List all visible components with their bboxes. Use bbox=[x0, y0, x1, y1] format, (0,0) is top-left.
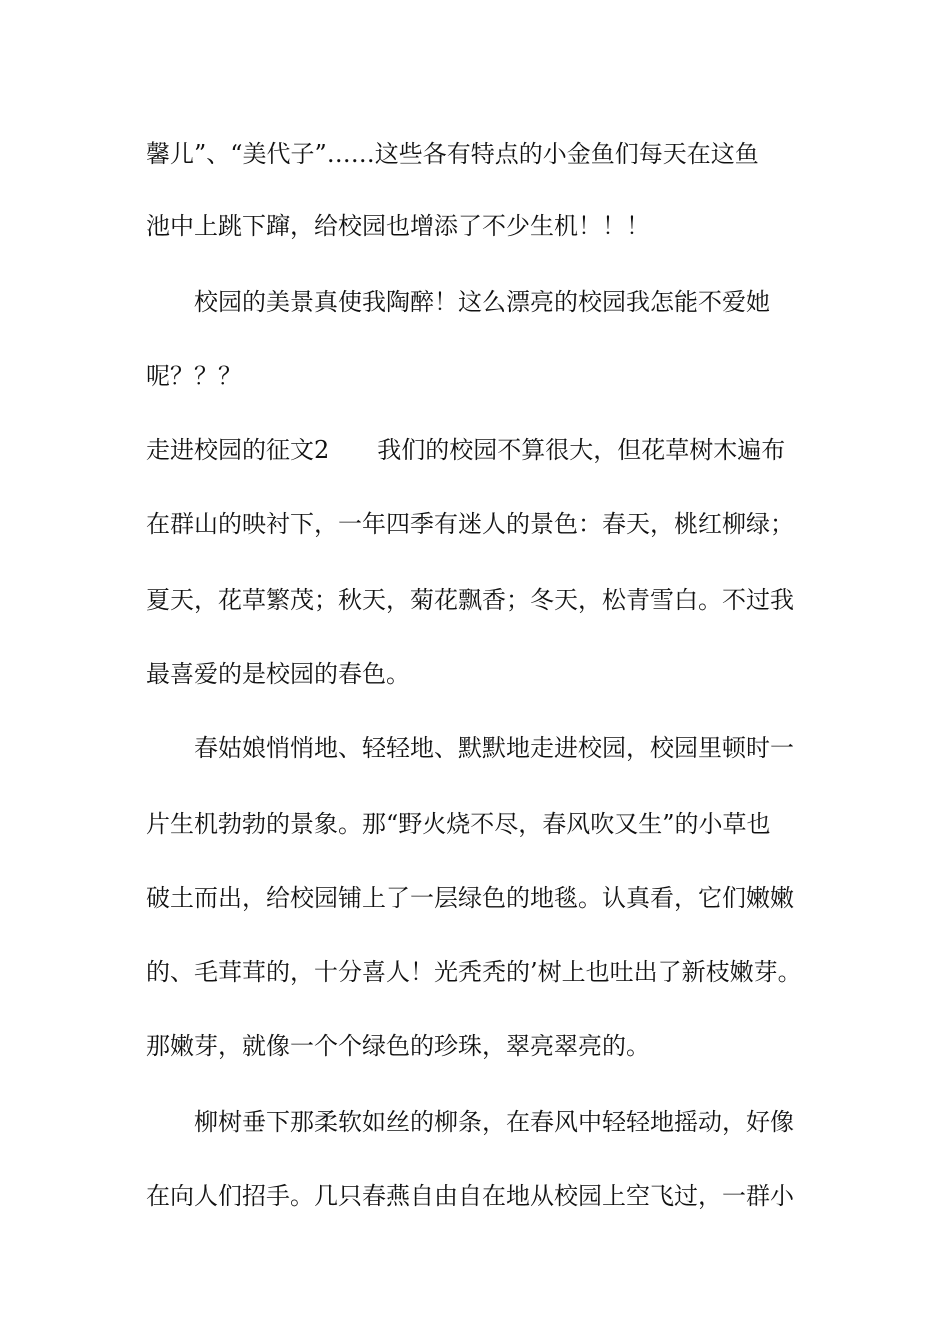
text-line-8: 最喜爱的是校园的春色。 bbox=[146, 660, 410, 688]
text-line-1: 馨儿”、“美代子”……这些各有特点的小金鱼们每天在这鱼 bbox=[146, 140, 759, 168]
text-line-7: 夏天，花草繁茂；秋天，菊花飘香；冬天，松青雪白。不过我 bbox=[146, 586, 794, 614]
text-line-11: 破土而出，给校园铺上了一层绿色的地毯。认真看，它们嫩嫩 bbox=[146, 884, 794, 912]
text-line-10: 片生机勃勃的景象。那“野火烧不尽，春风吹又生”的小草也 bbox=[146, 810, 771, 838]
text-line-3: 校园的美景真使我陶醉！这么漂亮的校园我怎能不爱她 bbox=[194, 288, 770, 316]
text-line-14: 柳树垂下那柔软如丝的柳条，在春风中轻轻地摇动，好像 bbox=[194, 1108, 794, 1136]
text-line-9: 春姑娘悄悄地、轻轻地、默默地走进校园，校园里顿时一 bbox=[194, 734, 794, 762]
text-line-15: 在向人们招手。几只春燕自由自在地从校园上空飞过，一群小 bbox=[146, 1182, 794, 1210]
text-line-2: 池中上跳下蹿，给校园也增添了不少生机！！！ bbox=[146, 212, 650, 240]
text-line-12: 的、毛茸茸的，十分喜人！光秃秃的’树上也吐出了新枝嫩芽。 bbox=[146, 958, 802, 986]
text-line-4: 呢？？？ bbox=[146, 362, 242, 390]
text-line-5: 走进校园的征文2 我们的校园不算很大，但花草树木遍布 bbox=[146, 436, 786, 464]
text-line-6: 在群山的映衬下，一年四季有迷人的景色：春天，桃红柳绿； bbox=[146, 510, 794, 538]
text-line-13: 那嫩芽，就像一个个绿色的珍珠，翠亮翠亮的。 bbox=[146, 1032, 650, 1060]
